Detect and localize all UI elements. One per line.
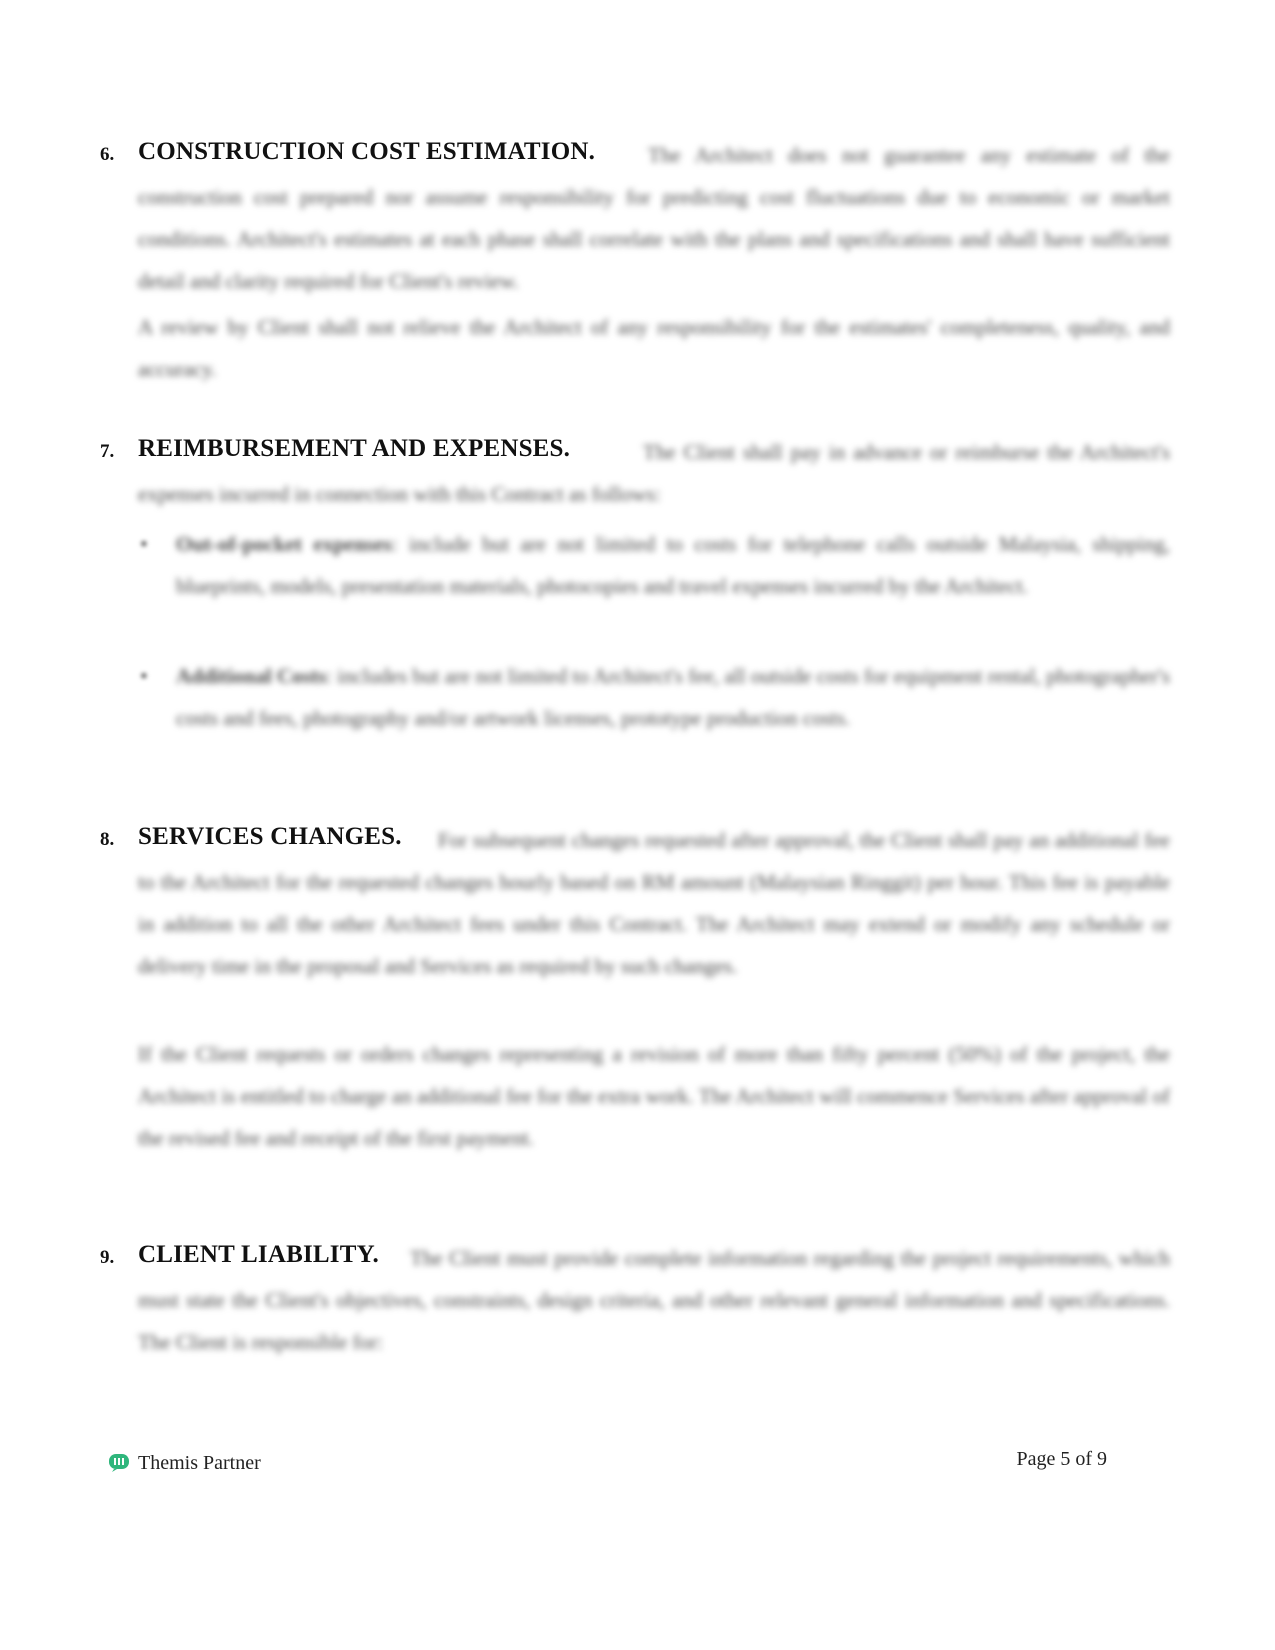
bullet-icon: • (140, 663, 148, 688)
section-heading: CONSTRUCTION COST ESTIMATION. (138, 138, 596, 165)
section-heading: SERVICES CHANGES. (138, 823, 402, 850)
bullet-term: Out-of-pocket expenses (176, 532, 392, 556)
section-9 (100, 1241, 1170, 1381)
section-paragraph: The Client shall pay in advance or reimburse the Architect's expenses incurred in connection with this Contract as follows: (138, 440, 1170, 506)
section-number: 6. (100, 144, 115, 165)
bullet-text: : includes but are not limited to Architect's fee, all outside costs for equipment rental, photographer's costs and fees, photography and/or artwork licenses, prototype production costs. (176, 664, 1171, 730)
list-item (138, 523, 1170, 649)
list-item (138, 655, 1170, 781)
bullet-term: Additional Costs (176, 664, 327, 688)
section-heading: CLIENT LIABILITY. (138, 1241, 380, 1268)
bullet-icon: • (140, 531, 148, 556)
footer-brand-name: Themis Partner (138, 1451, 261, 1474)
section-paragraph: The Architect does not guarantee any estimate of the construction cost prepared nor assume responsibility for predicting cost fluctuations due to economic or market conditions. Architect's estimates at each phase shall correlate with the plans and specifications and shall have sufficient detail and clarity required for Client's review. (138, 143, 1170, 293)
section-8 (100, 823, 1170, 1203)
footer-brand (108, 1448, 261, 1478)
section-paragraph: If the Client requests or orders changes representing a revision of more than fifty percent (50%) of the project, the Architect is entitled to charge an additional fee for the extra work. The Architect will commence Services after approval of the revised fee and receipt of the first payment. (138, 1042, 1170, 1150)
section-7 (100, 435, 1170, 795)
themis-logo-icon (108, 1453, 130, 1473)
section-paragraph: The Client must provide complete information regarding the project requirements, which must state the Client's objectives, constraints, design criteria, and other relevant general information and specifications. The Client is responsible for: (138, 1246, 1170, 1354)
page-number: Page 5 of 9 (1016, 1448, 1107, 1470)
section-number: 9. (100, 1247, 115, 1268)
section-number: 8. (100, 829, 115, 850)
bullet-text: : include but are not limited to costs for telephone calls outside Malaysia, shipping, blueprints, models, presentation materials, photocopies and travel expenses incurred by the Architect. (176, 532, 1170, 598)
section-6 (100, 138, 1170, 398)
section-number: 7. (100, 441, 115, 462)
section-heading: REIMBURSEMENT AND EXPENSES. (138, 435, 571, 462)
section-paragraph: For subsequent changes requested after approval, the Client shall pay an additional fee to the Architect for the requested changes hourly based on RM amount (Malaysian Ringgit) per hour. This fee is payable in addition to all the other Architect fees under this Contract. The Architect may extend or modify any schedule or delivery time in the proposal and Services as required by such changes. (138, 828, 1170, 978)
section-paragraph: A review by Client shall not relieve the Architect of any responsibility for the estimates' completeness, quality, and accuracy. (138, 315, 1170, 381)
